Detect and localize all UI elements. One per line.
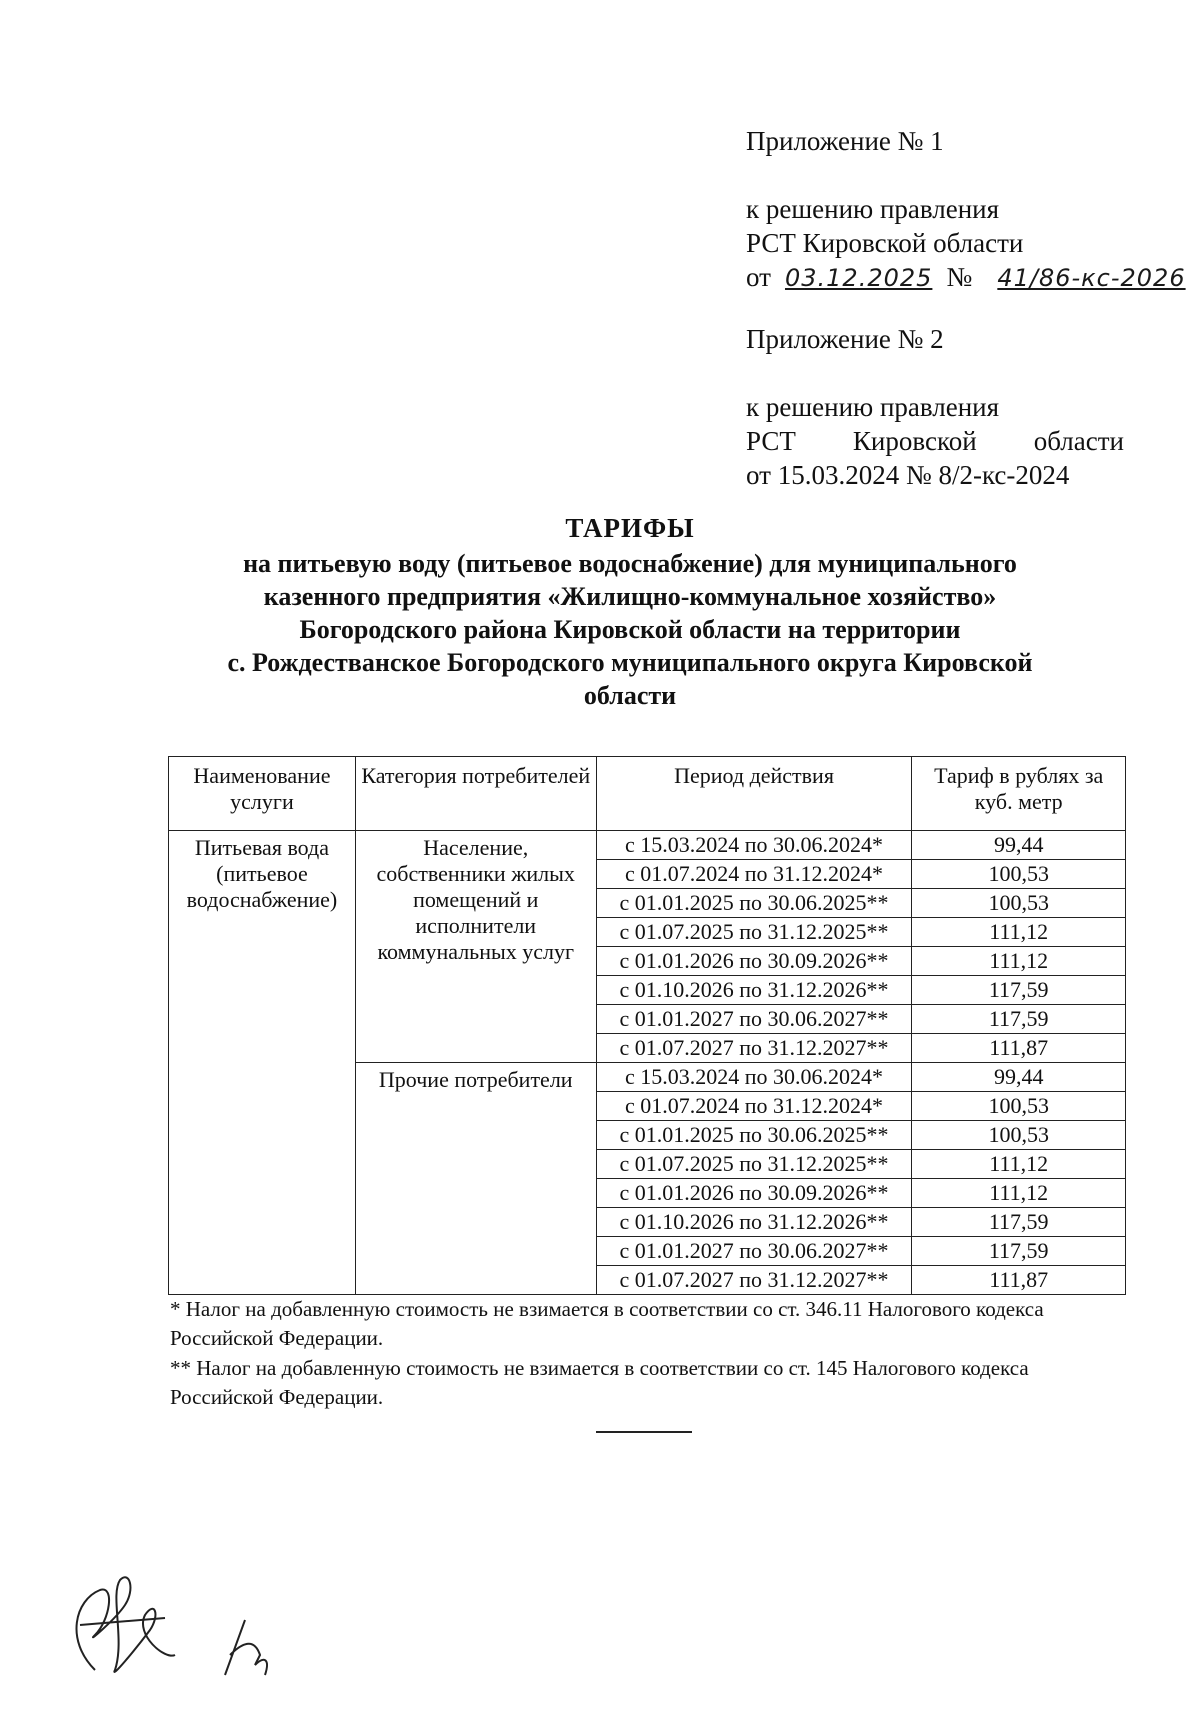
heading-line-3: Богородского района Кировской области на территории xyxy=(299,615,961,644)
annex-1-number-sign: № xyxy=(946,262,973,292)
period-cell: с 01.07.2024 по 31.12.2024* xyxy=(596,860,912,889)
period-cell: с 01.07.2024 по 31.12.2024* xyxy=(596,1092,912,1121)
header-category: Категория потребителей xyxy=(355,757,596,831)
tariff-cell: 100,53 xyxy=(912,1121,1126,1150)
annex-2-line-2 xyxy=(746,424,1124,458)
period-cell: с 15.03.2024 по 30.06.2024* xyxy=(596,1063,912,1092)
handwritten-decision-date: 03.12.2025 xyxy=(784,264,933,292)
period-cell: с 01.07.2027 по 31.12.2027** xyxy=(596,1034,912,1063)
category-population-cell: Население, собственники жилых помещений и исполнители коммунальных услуг xyxy=(355,831,596,1063)
annex-1-from-prefix: от xyxy=(746,262,771,292)
annex-1-line-2: РСТ Кировской области xyxy=(746,228,1024,258)
tariff-cell: 99,44 xyxy=(912,831,1126,860)
tariff-cell: 111,12 xyxy=(912,918,1126,947)
service-name-cell: Питьевая вода (питьевое водоснабжение) xyxy=(169,831,356,1295)
period-cell: с 01.10.2026 по 31.12.2026** xyxy=(596,976,912,1005)
heading-line-1: на питьевую воду (питьевое водоснабжение) для муниципального xyxy=(243,549,1017,578)
tariff-cell: 100,53 xyxy=(912,889,1126,918)
heading-line-4: с. Рождестванское Богородского муниципального округа Кировской xyxy=(227,648,1033,677)
annex-1-date-line xyxy=(746,260,1186,295)
category-other-cell: Прочие потребители xyxy=(355,1063,596,1295)
heading-line-2: казенного предприятия «Жилищно-коммунальное хозяйство» xyxy=(263,582,997,611)
table-row xyxy=(169,831,1126,860)
footnote-double-asterisk: ** Налог на добавленную стоимость не взимается в соответствии со ст. 145 Налогового кодекса Российской Федерации. xyxy=(170,1356,1029,1409)
handwritten-decision-number: 41/86-кс-2026 xyxy=(997,264,1186,292)
end-divider xyxy=(596,1431,692,1433)
tariff-cell: 100,53 xyxy=(912,1092,1126,1121)
footnotes xyxy=(170,1295,1130,1413)
footnote-single-asterisk: * Налог на добавленную стоимость не взимается в соответствии со ст. 346.11 Налогового кодекса Российской Федерации. xyxy=(170,1297,1044,1350)
tariff-cell: 117,59 xyxy=(912,976,1126,1005)
annex-1-title: Приложение № 1 xyxy=(746,126,944,156)
annex-2-word-3: области xyxy=(1033,426,1124,456)
tariff-table-body xyxy=(169,831,1126,1295)
period-cell: с 01.01.2025 по 30.06.2025** xyxy=(596,889,912,918)
tariff-cell: 111,87 xyxy=(912,1266,1126,1295)
annex-2-word-1: РСТ xyxy=(746,426,796,456)
tariff-cell: 117,59 xyxy=(912,1237,1126,1266)
tariff-cell: 99,44 xyxy=(912,1063,1126,1092)
header-tariff: Тариф в рублях за куб. метр xyxy=(912,757,1126,831)
handwritten-signature xyxy=(55,1560,315,1690)
tariff-cell: 100,53 xyxy=(912,860,1126,889)
annex-2-title: Приложение № 2 xyxy=(746,324,944,354)
header-service: Наименование услуги xyxy=(169,757,356,831)
annex-2-word-2: Кировской xyxy=(852,426,977,456)
period-cell: с 01.01.2027 по 30.06.2027** xyxy=(596,1005,912,1034)
table-header-row xyxy=(169,757,1126,831)
annex-2-header xyxy=(746,322,1126,492)
document-heading xyxy=(180,512,1080,712)
period-cell: с 15.03.2024 по 30.06.2024* xyxy=(596,831,912,860)
period-cell: с 01.01.2026 по 30.09.2026** xyxy=(596,947,912,976)
period-cell: с 01.01.2026 по 30.09.2026** xyxy=(596,1179,912,1208)
tariff-cell: 117,59 xyxy=(912,1005,1126,1034)
header-period: Период действия xyxy=(596,757,912,831)
annex-1-header xyxy=(746,124,1186,295)
tariff-cell: 111,12 xyxy=(912,1150,1126,1179)
period-cell: с 01.07.2025 по 31.12.2025** xyxy=(596,1150,912,1179)
tariff-cell: 111,12 xyxy=(912,947,1126,976)
document-title: ТАРИФЫ xyxy=(565,513,695,543)
tariff-table xyxy=(168,756,1126,1295)
period-cell: с 01.07.2027 по 31.12.2027** xyxy=(596,1266,912,1295)
annex-1-line-1: к решению правления xyxy=(746,194,1000,224)
period-cell: с 01.07.2025 по 31.12.2025** xyxy=(596,918,912,947)
period-cell: с 01.01.2025 по 30.06.2025** xyxy=(596,1121,912,1150)
tariff-cell: 111,87 xyxy=(912,1034,1126,1063)
tariff-cell: 111,12 xyxy=(912,1179,1126,1208)
period-cell: с 01.01.2027 по 30.06.2027** xyxy=(596,1237,912,1266)
period-cell: с 01.10.2026 по 31.12.2026** xyxy=(596,1208,912,1237)
annex-2-line-1: к решению правления xyxy=(746,392,1000,422)
annex-2-line-3: от 15.03.2024 № 8/2-кс-2024 xyxy=(746,460,1070,490)
tariff-cell: 117,59 xyxy=(912,1208,1126,1237)
heading-line-5: области xyxy=(583,681,677,710)
